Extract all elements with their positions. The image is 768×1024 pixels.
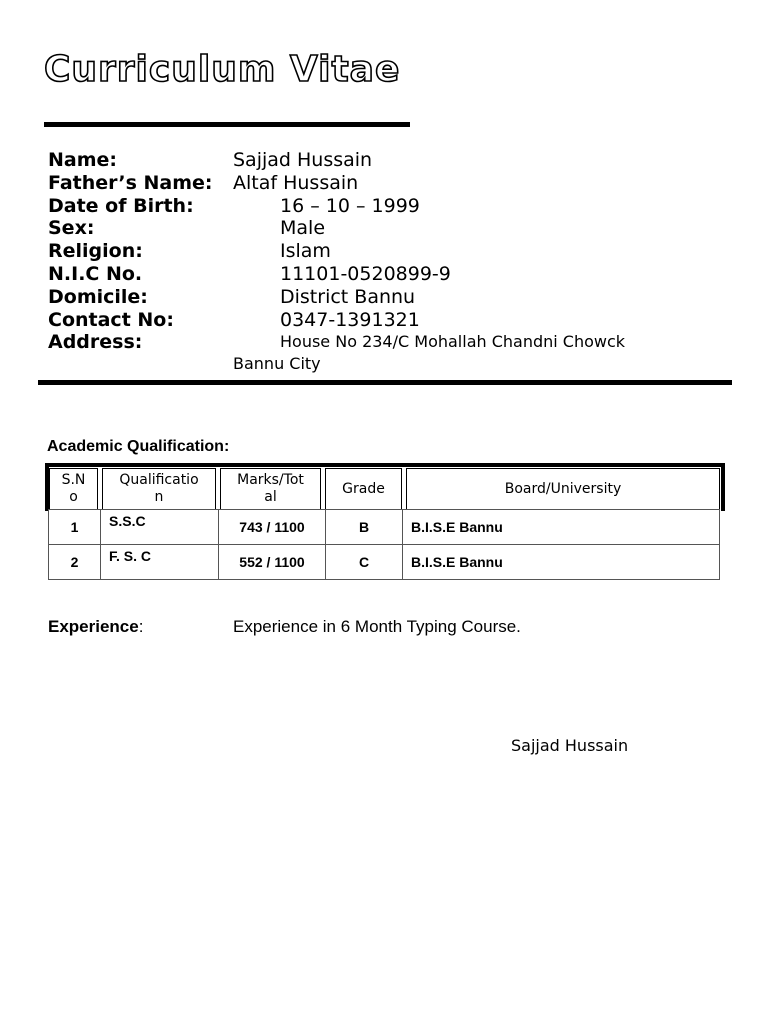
cell-grade: C <box>326 545 403 580</box>
experience-value: Experience in 6 Month Typing Course. <box>233 617 521 636</box>
name-label: Name: <box>48 149 118 171</box>
nic-label: N.I.C No. <box>48 262 143 285</box>
cell-board: B.I.S.E Bannu <box>403 510 720 545</box>
cell-sno: 1 <box>49 510 101 545</box>
header-qualification-line2: n <box>154 489 164 505</box>
cell-board: B.I.S.E Bannu <box>403 545 720 580</box>
signature-name: Sajjad Hussain <box>511 736 629 755</box>
dob-label: Date of Birth: <box>48 194 194 217</box>
religion-value: Islam <box>280 240 331 263</box>
header-qualification <box>102 468 216 510</box>
contact-label: Contact No: <box>48 308 174 331</box>
address-value-line1: House No 234/C Mohallah Chandni Chowck <box>280 332 626 352</box>
table-row <box>49 545 720 580</box>
contact-value: 0347-1391321 <box>280 308 420 331</box>
header-marks-line2: al <box>264 489 277 505</box>
academic-table <box>48 509 720 580</box>
header-sno-line2: o <box>69 489 78 505</box>
header-marks <box>220 468 321 510</box>
section-divider <box>38 380 732 385</box>
dob-value: 16 – 10 – 1999 <box>280 194 420 217</box>
father-value: Altaf Hussain <box>233 171 359 194</box>
sex-label: Sex: <box>48 217 95 240</box>
table-row <box>49 510 720 545</box>
name-value: Sajjad Hussain <box>233 149 373 171</box>
address-value-line2: Bannu City <box>233 354 321 373</box>
address-label: Address: <box>48 331 143 354</box>
header-qualification-line1: Qualificatio <box>119 472 199 488</box>
cell-sno: 2 <box>49 545 101 580</box>
page-title: Curriculum Vitae <box>44 49 401 90</box>
cell-marks: 743 / 1100 <box>219 510 326 545</box>
domicile-value: District Bannu <box>280 285 416 308</box>
header-grade-label: Grade <box>342 480 385 497</box>
cell-grade: B <box>326 510 403 545</box>
experience-label <box>48 617 143 637</box>
father-label: Father’s Name: <box>48 171 213 194</box>
header-board-label: Board/University <box>504 480 622 497</box>
cell-qualification: S.S.C <box>101 510 219 545</box>
domicile-label: Domicile: <box>48 285 148 308</box>
experience-label-text: Experience <box>48 617 139 636</box>
cell-qualification: F. S. C <box>101 545 219 580</box>
header-sno <box>49 468 98 510</box>
nic-value: 11101-0520899-9 <box>280 262 451 285</box>
header-marks-line1: Marks/Tot <box>237 472 304 488</box>
religion-label: Religion: <box>48 240 143 263</box>
sex-value: Male <box>280 217 326 240</box>
header-grade <box>325 468 402 510</box>
header-board <box>406 468 720 510</box>
title-underline <box>44 122 410 127</box>
experience-colon: : <box>138 617 144 636</box>
cell-marks: 552 / 1100 <box>219 545 326 580</box>
header-sno-line1: S.N <box>61 472 86 488</box>
academic-heading: Academic Qualification: <box>47 438 230 455</box>
